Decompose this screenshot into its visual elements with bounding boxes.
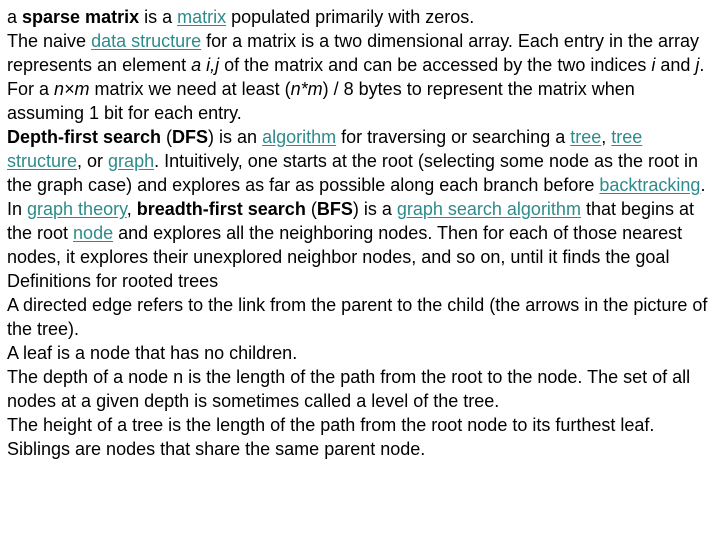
text-run: a [7, 7, 23, 27]
text-run: that begins at the root [7, 199, 695, 243]
link-tree[interactable]: tree [570, 127, 602, 147]
link-data-structure[interactable]: data structure [91, 31, 202, 51]
text-run: for a matrix is a two dimensional array. Each entry in the array represents an element [7, 31, 699, 75]
math-index-j: j [695, 55, 700, 75]
text-run: ( [161, 127, 173, 147]
leaf-definition: A leaf is a node that has no children. [7, 343, 298, 363]
siblings-definition: Siblings are nodes that share the same parent node. [7, 439, 426, 459]
text-run: The naive [7, 31, 92, 51]
term-bfs: BFS [316, 199, 353, 219]
term-breadth-first-search: breadth-first search [136, 199, 306, 219]
text-run: , or [77, 151, 109, 171]
text-run: for traversing or searching a [336, 127, 571, 147]
math-index-i: i [651, 55, 656, 75]
text-run: . Intuitively, one starts at the root (selecting some node as the root in the graph case) and explores as far as possible along each branch before [7, 151, 699, 195]
directed-edge-definition: A directed edge refers to the link from the parent to the child (the arrows in the picture of the tree). [7, 295, 708, 339]
data-structure-paragraph [7, 29, 716, 125]
term-sparse-matrix: sparse matrix [22, 7, 140, 27]
link-graph[interactable]: graph [108, 151, 155, 171]
text-run: and explores all the neighboring nodes. Then for each of those nearest nodes, it explores their unexplored neighbor nodes, and so on, until it finds the goal [7, 223, 683, 267]
bfs-paragraph [7, 197, 716, 269]
link-matrix[interactable]: matrix [177, 7, 227, 27]
dfs-paragraph [7, 125, 716, 197]
text-run: , [126, 199, 137, 219]
term-depth-first-search: Depth-first search [7, 127, 162, 147]
math-dimensions: n×m [54, 79, 90, 99]
text-run: ) / 8 bytes to represent the matrix when assuming 1 bit for each entry. [7, 79, 635, 123]
text-run: populated primarily with zeros. [226, 7, 475, 27]
math-product: n*m [290, 79, 323, 99]
text-run: . For a [7, 55, 705, 99]
link-graph-search-algorithm[interactable]: graph search algorithm [396, 199, 581, 219]
text-run: ) is a [352, 199, 397, 219]
text-run: of the matrix and can be accessed by the two indices [219, 55, 652, 75]
link-algorithm[interactable]: algorithm [262, 127, 337, 147]
text-run: matrix we need at least ( [89, 79, 291, 99]
text-run: and [655, 55, 696, 75]
text-run: In [7, 199, 28, 219]
text-run: ( [305, 199, 317, 219]
term-dfs: DFS [172, 127, 209, 147]
math-element: a i,j [191, 55, 220, 75]
text-run: . [700, 175, 706, 195]
depth-definition: The depth of a node n is the length of the path from the root to the node. The set of all nodes at a given depth is sometimes called a level of the tree. [7, 367, 691, 411]
text-run: is a [139, 7, 178, 27]
text-run: , [601, 127, 612, 147]
link-graph-theory[interactable]: graph theory [27, 199, 127, 219]
definitions-heading: Definitions for rooted trees [7, 271, 219, 291]
sparse-matrix-paragraph [7, 5, 716, 29]
link-node[interactable]: node [73, 223, 114, 243]
link-tree-structure[interactable]: tree structure [7, 127, 643, 171]
text-run: ) is an [208, 127, 263, 147]
link-backtracking[interactable]: backtracking [599, 175, 701, 195]
height-definition: The height of a tree is the length of the path from the root node to its furthest leaf. [7, 415, 655, 435]
